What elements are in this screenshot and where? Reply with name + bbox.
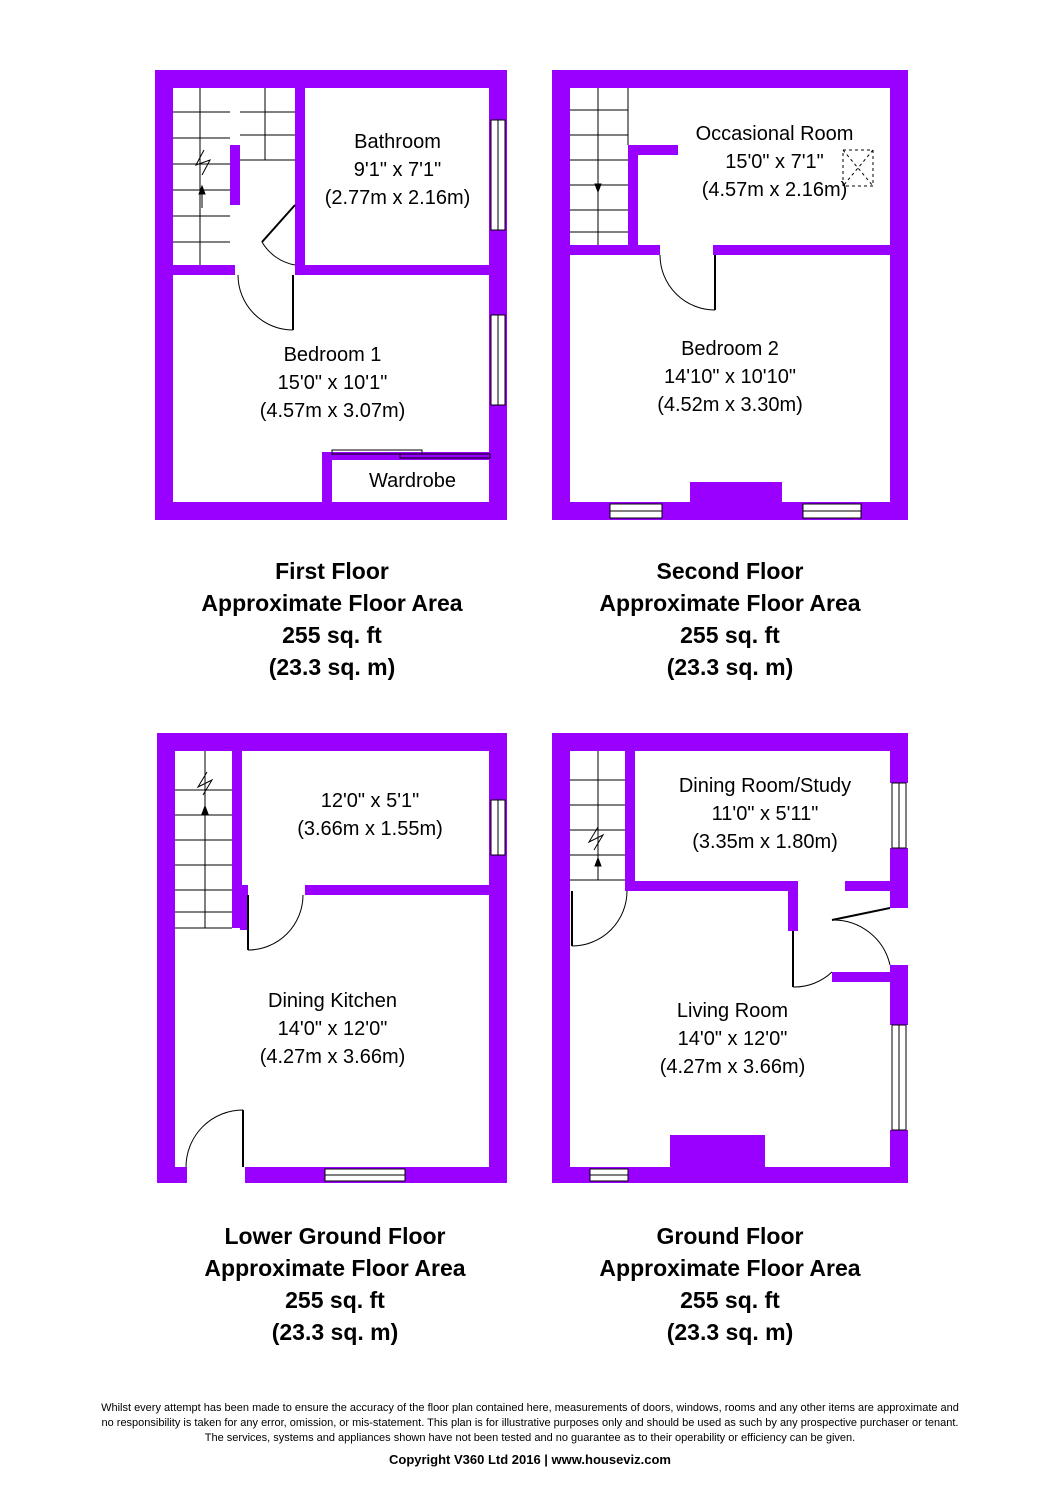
room-size-imperial: 14'0" x 12'0" xyxy=(277,1018,388,1040)
living-room-label xyxy=(615,997,850,1081)
bedroom-2-label xyxy=(600,335,860,419)
disclaimer-line: Whilst every attempt has been made to ensure the accuracy of the floor plan contained here, measurements of doors, windows, rooms and any other items are approximate and xyxy=(101,1402,959,1414)
lower-ground-room-label xyxy=(255,787,485,843)
occasional-room-label xyxy=(672,120,877,204)
area-label: Approximate Floor Area xyxy=(204,1255,466,1281)
room-name: Wardrobe xyxy=(368,470,457,492)
disclaimer-line: no responsibility is taken for any error, omission, or mis-statement. This plan is for illustrative purposes only and should be used as such by any prospective purchaser or tenant. xyxy=(101,1417,959,1429)
room-size-metric: (3.35m x 1.80m) xyxy=(692,831,838,853)
copyright: Copyright V360 Ltd 2016 | www.houseviz.com xyxy=(388,1452,671,1467)
bedroom-1-label xyxy=(200,341,465,425)
floor-name: First Floor xyxy=(275,558,389,584)
room-name: Bathroom xyxy=(354,131,441,153)
room-size-imperial: 15'0" x 7'1" xyxy=(725,151,824,173)
area-label: Approximate Floor Area xyxy=(201,590,463,616)
room-size-metric: (4.27m x 3.66m) xyxy=(259,1046,406,1068)
floor-name: Ground Floor xyxy=(656,1223,804,1249)
room-name: Dining Kitchen xyxy=(268,990,397,1012)
room-size-metric: (2.77m x 2.16m) xyxy=(324,187,471,209)
room-size-metric: (3.66m x 1.55m) xyxy=(297,818,443,840)
area-sq-m: (23.3 sq. m) xyxy=(666,1319,794,1345)
dining-room-study-label xyxy=(645,772,885,856)
room-size-metric: (4.52m x 3.30m) xyxy=(657,394,803,416)
room-size-metric: (4.27m x 3.66m) xyxy=(659,1056,806,1078)
area-label: Approximate Floor Area xyxy=(599,1255,861,1281)
room-size-metric: (4.57m x 3.07m) xyxy=(259,400,406,422)
area-label: Approximate Floor Area xyxy=(599,590,861,616)
area-sq-m: (23.3 sq. m) xyxy=(268,654,396,680)
floor-name: Second Floor xyxy=(656,558,804,584)
room-size-imperial: 11'0" x 5'11" xyxy=(711,803,819,825)
room-name: Bedroom 2 xyxy=(681,338,779,360)
disclaimer-line: The services, systems and appliances shown have not been tested and no guarantee as to their operability or efficiency can be given. xyxy=(204,1432,856,1444)
area-sq-m: (23.3 sq. m) xyxy=(271,1319,399,1345)
room-name: Bedroom 1 xyxy=(283,344,382,366)
room-name: Living Room xyxy=(676,1000,789,1022)
room-name: Occasional Room xyxy=(695,123,854,145)
area-sq-m: (23.3 sq. m) xyxy=(666,654,794,680)
room-size-imperial: 14'10" x 10'10" xyxy=(664,366,796,388)
area-sq-ft: 255 sq. ft xyxy=(680,622,780,648)
dining-kitchen-label xyxy=(215,987,450,1071)
area-sq-ft: 255 sq. ft xyxy=(680,1287,780,1313)
disclaimer xyxy=(20,1401,1040,1446)
bathroom-label xyxy=(305,128,490,212)
first-floor-caption xyxy=(132,555,532,683)
wardrobe-label xyxy=(335,467,490,495)
lower-ground-floor-caption xyxy=(135,1220,535,1348)
area-sq-ft: 255 sq. ft xyxy=(285,1287,385,1313)
room-size-metric: (4.57m x 2.16m) xyxy=(701,179,848,201)
floor-name: Lower Ground Floor xyxy=(224,1223,446,1249)
second-floor-caption xyxy=(530,555,930,683)
room-size-imperial: 9'1" x 7'1" xyxy=(353,159,442,181)
room-size-imperial: 14'0" x 12'0" xyxy=(677,1028,788,1050)
room-size-imperial: 12'0" x 5'1" xyxy=(320,790,420,812)
area-sq-ft: 255 sq. ft xyxy=(282,622,382,648)
ground-floor-caption xyxy=(530,1220,930,1348)
room-size-imperial: 15'0" x 10'1" xyxy=(277,372,388,394)
room-name: Dining Room/Study xyxy=(678,775,852,797)
